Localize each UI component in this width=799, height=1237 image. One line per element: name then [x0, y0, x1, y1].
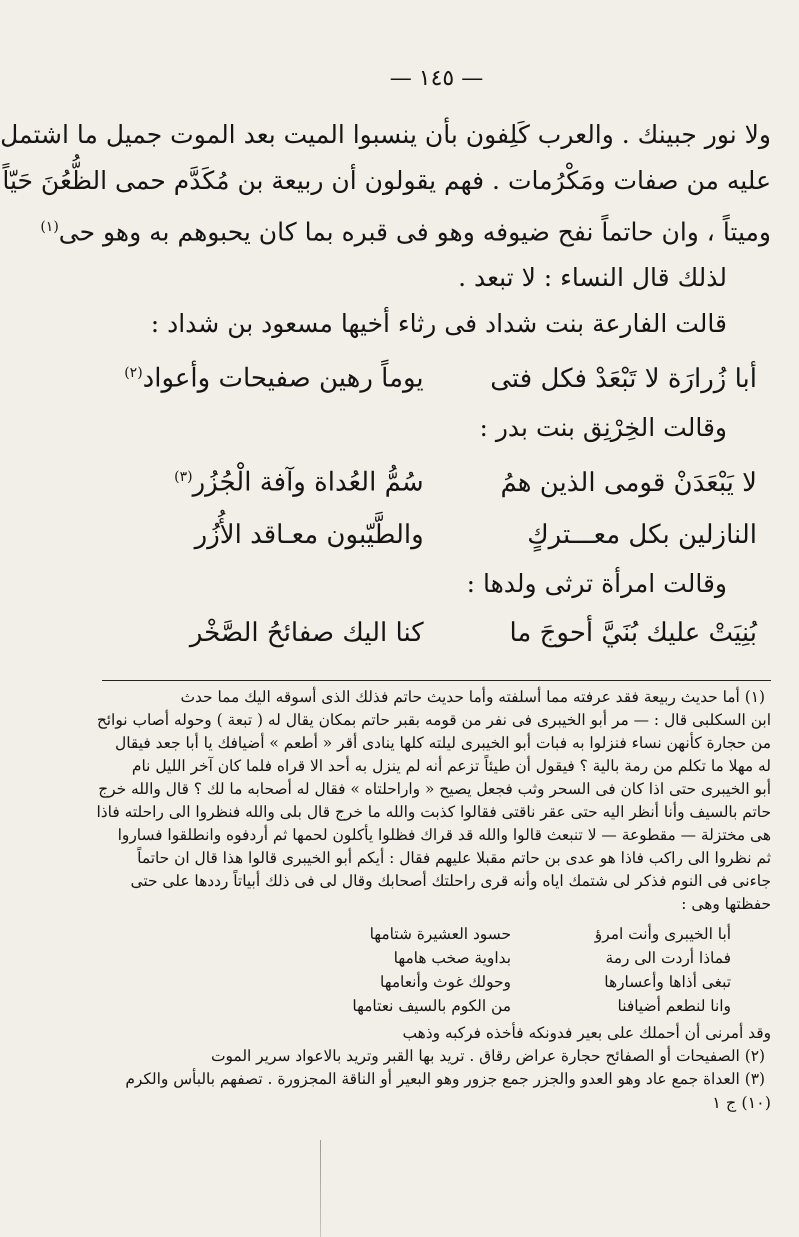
poem-row — [102, 946, 731, 970]
poem-first-hemistich: وانا لنطعم أضيافنا — [617, 997, 731, 1015]
poem-second-hemistich: وحولك غوث وأنعامها — [380, 973, 511, 991]
body-line-1: ولا نور جبينك . والعرب كَلِفون بأن ينسبوا الميت بعد الموت جميل ما اشتمل — [0, 120, 771, 149]
main-text — [0, 112, 771, 659]
body-line-4: لذلك قال النساء : لا تبعد . — [458, 263, 727, 293]
poem-first-hemistich: أبا الخيبرى وأنت امرؤ — [594, 925, 731, 943]
footnote-1-line: أبو الخيبرى حتى اذا كان فى السحر وثب فجعل يصيح « واراحلتاه » فقال له أصحابه ما لك ؟ قال والله خرج — [98, 780, 771, 798]
verse-3-first-hemistich: النازلين بكل معـــتركٍ — [527, 519, 757, 550]
verse-2-second-hemistich: سُمُّ العُداة وآفة الْجُزُر$^{(٣)}$ — [174, 467, 424, 498]
body-line-2: عليه من صفات ومَكْرُمات . فهم يقولون أن ربيعة بن مُكَدَّم حمى الظُّعُنَ حَيّاً — [2, 166, 771, 195]
verse-4 — [102, 607, 771, 659]
verse-4-second-hemistich: كنا اليك صفائحُ الصَّخْر — [189, 617, 424, 648]
footnote-divider — [102, 680, 771, 681]
poem-first-hemistich: فماذا أردت الى رمة — [605, 949, 731, 967]
verse-2 — [102, 451, 771, 509]
footnote-ref-1: (١) — [40, 219, 59, 235]
footnote-1-end: وقد أمرنى أن أحملك على بعير فدونكه فأخذه فركبه وذهب — [402, 1024, 771, 1042]
footnote-1-line: ثم نظروا الى راكب فاذا هو عدى بن حاتم مقبلا عليهم فقال : أيكم أبو الخيبرى قالوا هذا قال ان حاتماً — [137, 849, 771, 867]
verse-intro-2: وقالت الخِرْنِق بنت بدر : — [479, 412, 727, 442]
signature-mark: (١٠) ج ١ — [712, 1093, 771, 1112]
poem-second-hemistich: بداوية صخب هامها — [393, 949, 511, 967]
footnote-poem — [102, 922, 771, 1018]
footnote-ref-2: (٢) — [124, 365, 143, 382]
poem-row — [102, 994, 731, 1018]
verse-intro-1: قالت الفارعة بنت شداد فى رثاء أخيها مسعود بن شداد : — [150, 309, 727, 339]
verse-3-second-hemistich: والطَّيّبون معـاقد الأُزُر — [194, 519, 424, 550]
footnote-3: (٣) العداة جمع عاد وهو العدو والجزر جمع جزور وهو البعير أو الناقة المجزورة . تصفهم بالبأس والكرم — [125, 1070, 765, 1088]
body-line-3: وميتاً ، وان حاتماً نفح ضيوفه وهو فى قبره بما كان يحبوهم به وهو حى$^{(١)}$ — [40, 217, 771, 247]
footnote-1-line: حاتم بالسيف وأنا أنظر اليه حتى عقر ناقتى فقالوا كذبت والله ما خرج قال بلى والله فنظروا الى راحلته فاذا — [96, 803, 771, 821]
verse-intro-3: وقالت امرأة ترثى ولدها : — [466, 568, 727, 598]
footnote-1-line: جاءنى فى النوم فذكر لى شتمك اياه وأنه قرى راحلتك أصحابك وقال لى فى ذلك أبياتاً رددها على حتى — [130, 872, 771, 890]
poem-row — [102, 970, 731, 994]
binding-crease — [320, 1140, 321, 1237]
verse-3 — [102, 509, 771, 561]
verse-4-first-hemistich: بُنِيَتْ عليك بُنَيَّ أحوجَ ما — [509, 617, 757, 648]
footnote-1-line: من حجارة كأنهن نساء فنزلوا به فبات أبو الخيبرى ليلته كلها ينادى أقر « أطعم » أضيافك يا أبا جعد فيقال — [115, 734, 771, 752]
poem-first-hemistich: تبغى أذاها وأعسارها — [604, 973, 731, 991]
verse-1-first-hemistich: أبا زُرارَة لا تَبْعَدْ فكل فتى — [490, 363, 757, 394]
verse-1 — [102, 347, 771, 405]
verse-2-first-hemistich: لا يَبْعَدَنْ قومى الذين همُ — [500, 467, 757, 498]
footnote-1-line: له مهلا ما تكلم من رمة بالية ؟ فيقول أن طيئاً تزعم أنه لم ينزل به أحد الا قراه فلما كان آخر الليل نام — [131, 757, 771, 775]
poem-second-hemistich: من الكوم بالسيف نعتامها — [352, 997, 511, 1015]
page-number: — ١٤٥ — — [389, 66, 484, 91]
footnote-1-line: هى مختزلة — مقطوعة — لا تنبعث قالوا والله قد قراك فظلوا يأكلون لحمها ثم أردفوه وانطلقوا فساروا — [117, 826, 771, 844]
poem-row — [102, 922, 731, 946]
footnote-2: (٢) الصفيحات أو الصفائح حجارة عراض رقاق . تريد بها القبر وتريد بالاعواد سرير الموت — [210, 1047, 765, 1065]
verse-1-second-hemistich: يوماً رهين صفيحات وأعواد$^{(٢)}$ — [124, 363, 424, 394]
footnote-ref-3: (٣) — [174, 468, 193, 485]
footnote-1-line: (١) أما حديث ربيعة فقد عرفته مما أسلفته وأما حديث حاتم فذلك الذى أسوقه اليك مما حدث — [180, 688, 765, 706]
poem-second-hemistich: حسود العشيرة شتامها — [369, 925, 511, 943]
footnote-1-line: حفظتها وهى : — [681, 895, 771, 913]
footnotes — [96, 686, 771, 1114]
footnote-1-line: ابن السكلبى قال : — مر أبو الخيبرى فى نفر من قومه بقبر حاتم بمكان يقال له ( تبعة ) وحوله أصاب نوائح — [96, 711, 771, 729]
